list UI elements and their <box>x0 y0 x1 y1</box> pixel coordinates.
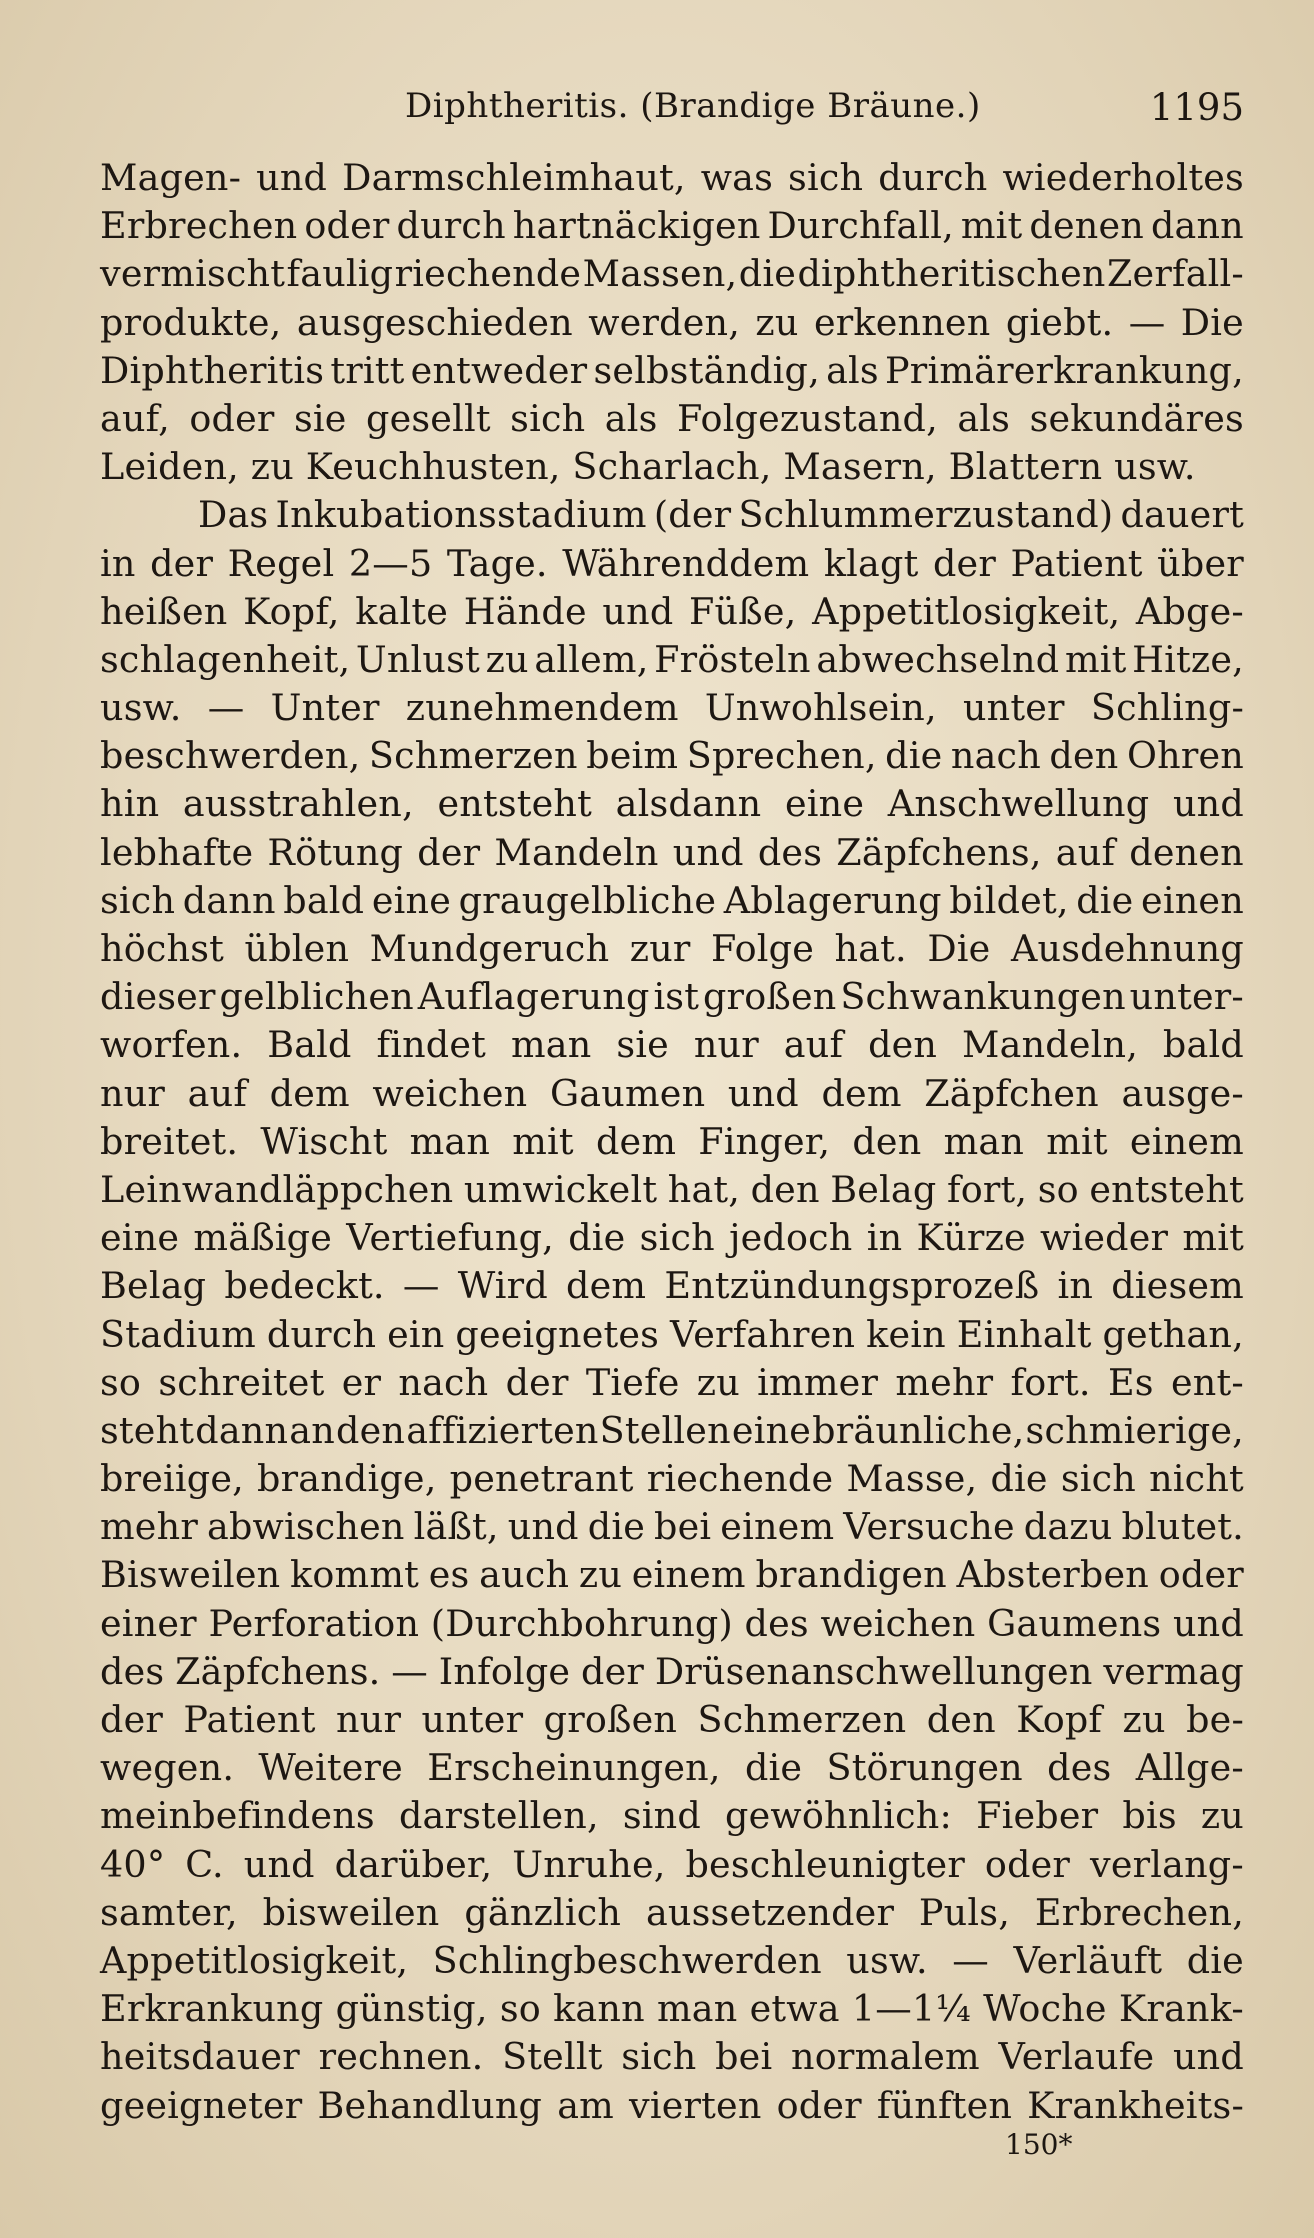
text-line: 40° C. und darüber, Unruhe, beschleunigter oder verlang- <box>100 1842 1244 1886</box>
text-line: wegen. Weitere Erscheinungen, die Störungen des Allge- <box>100 1746 1244 1790</box>
text-line: heißen Kopf, kalte Hände und Füße, Appetitlosigkeit, Abge- <box>100 589 1244 633</box>
text-line: breitet. Wischt man mit dem Finger, den man mit einem <box>100 1119 1244 1163</box>
text-line: beschwerden, Schmerzen beim Sprechen, die nach den Ohren <box>100 734 1244 778</box>
text-line: Appetitlosigkeit, Schlingbeschwerden usw. — Verläuft die <box>100 1938 1244 1982</box>
text-line: worfen. Bald findet man sie nur auf den Mandeln, bald <box>100 1023 1244 1067</box>
text-line: produkte, ausgeschieden werden, zu erkennen giebt. — Die <box>100 300 1244 344</box>
text-line: einer Perforation (Durchbohrung) des weichen Gaumens und <box>100 1601 1244 1645</box>
text-line: in der Regel 2—5 Tage. Währenddem klagt der Patient über <box>100 541 1244 585</box>
text-line: Das Inkubationsstadium (der Schlummerzustand) dauert <box>198 493 1244 537</box>
printer-signature: 150* <box>1005 2128 1073 2161</box>
text-line: Stadium durch ein geeignetes Verfahren kein Einhalt gethan, <box>100 1312 1244 1356</box>
text-line: so schreitet er nach der Tiefe zu immer mehr fort. Es ent- <box>100 1360 1244 1404</box>
text-line: lebhafte Rötung der Mandeln und des Zäpfchens, auf denen <box>100 830 1244 874</box>
text-line: Leiden, zu Keuchhusten, Scharlach, Masern, Blattern usw. <box>100 445 1196 489</box>
text-line: usw. — Unter zunehmendem Unwohlsein, unter Schling- <box>100 686 1244 730</box>
text-line: hin ausstrahlen, entsteht alsdann eine Anschwellung und <box>100 782 1244 826</box>
text-line: heitsdauer rechnen. Stellt sich bei normalem Verlaufe und <box>100 2035 1244 2079</box>
page-number: 1195 <box>1149 86 1244 129</box>
text-line: höchst üblen Mundgeruch zur Folge hat. Die Ausdehnung <box>100 927 1244 970</box>
text-line: des Zäpfchens. — Infolge der Drüsenanschwellungen vermag <box>100 1649 1244 1693</box>
running-title: Diphtheritis. (Brandige Bräune.) <box>405 86 981 126</box>
body-text <box>100 154 1244 2130</box>
text-line: mehr abwischen läßt, und die bei einem Versuche dazu blutet. <box>100 1505 1244 1549</box>
text-line: Magen- und Darmschleimhaut, was sich durch wiederholtes <box>100 156 1244 199</box>
text-line: nur auf dem weichen Gaumen und dem Zäpfchen ausge- <box>100 1071 1244 1115</box>
text-line: sich dann bald eine graugelbliche Ablagerung bildet, die einen <box>100 878 1244 922</box>
text-line: auf, oder sie gesellt sich als Folgezustand, als sekundäres <box>100 396 1244 440</box>
text-line: geeigneter Behandlung am vierten oder fünften Krankheits- <box>100 2083 1244 2127</box>
text-line: dieser gelblichen Auflagerung ist großen Schwankungen unter- <box>100 975 1244 1019</box>
text-line: Erbrechen oder durch hartnäckigen Durchfall, mit denen dann <box>100 204 1244 248</box>
text-line: Leinwandläppchen umwickelt hat, den Belag fort, so entsteht <box>100 1167 1244 1211</box>
text-line: steht dann an den affizierten Stellen eine bräunliche, schmierige, <box>100 1408 1244 1452</box>
text-line: Diphtheritis tritt entweder selbständig, als Primärerkrankung, <box>100 348 1244 392</box>
text-line: meinbefindens darstellen, sind gewöhnlich: Fieber bis zu <box>100 1794 1244 1838</box>
text-line: Erkrankung günstig, so kann man etwa 1—1¼ Woche Krank- <box>100 1987 1244 2031</box>
text-line: schlagenheit, Unlust zu allem, Frösteln abwechselnd mit Hitze, <box>100 637 1244 681</box>
text-line: Bisweilen kommt es auch zu einem brandigen Absterben oder <box>100 1553 1244 1597</box>
text-line: Belag bedeckt. — Wird dem Entzündungsprozeß in diesem <box>100 1264 1244 1308</box>
text-line: breiige, brandige, penetrant riechende Masse, die sich nicht <box>100 1457 1244 1501</box>
text-line: eine mäßige Vertiefung, die sich jedoch in Kürze wieder mit <box>100 1216 1244 1260</box>
running-header <box>100 74 1244 144</box>
text-line: samter, bisweilen gänzlich aussetzender Puls, Erbrechen, <box>100 1890 1244 1934</box>
text-line: vermischt faulig riechende Massen, die diphtheritischen Zerfall- <box>100 252 1244 296</box>
text-line: der Patient nur unter großen Schmerzen den Kopf zu be- <box>100 1698 1244 1741</box>
